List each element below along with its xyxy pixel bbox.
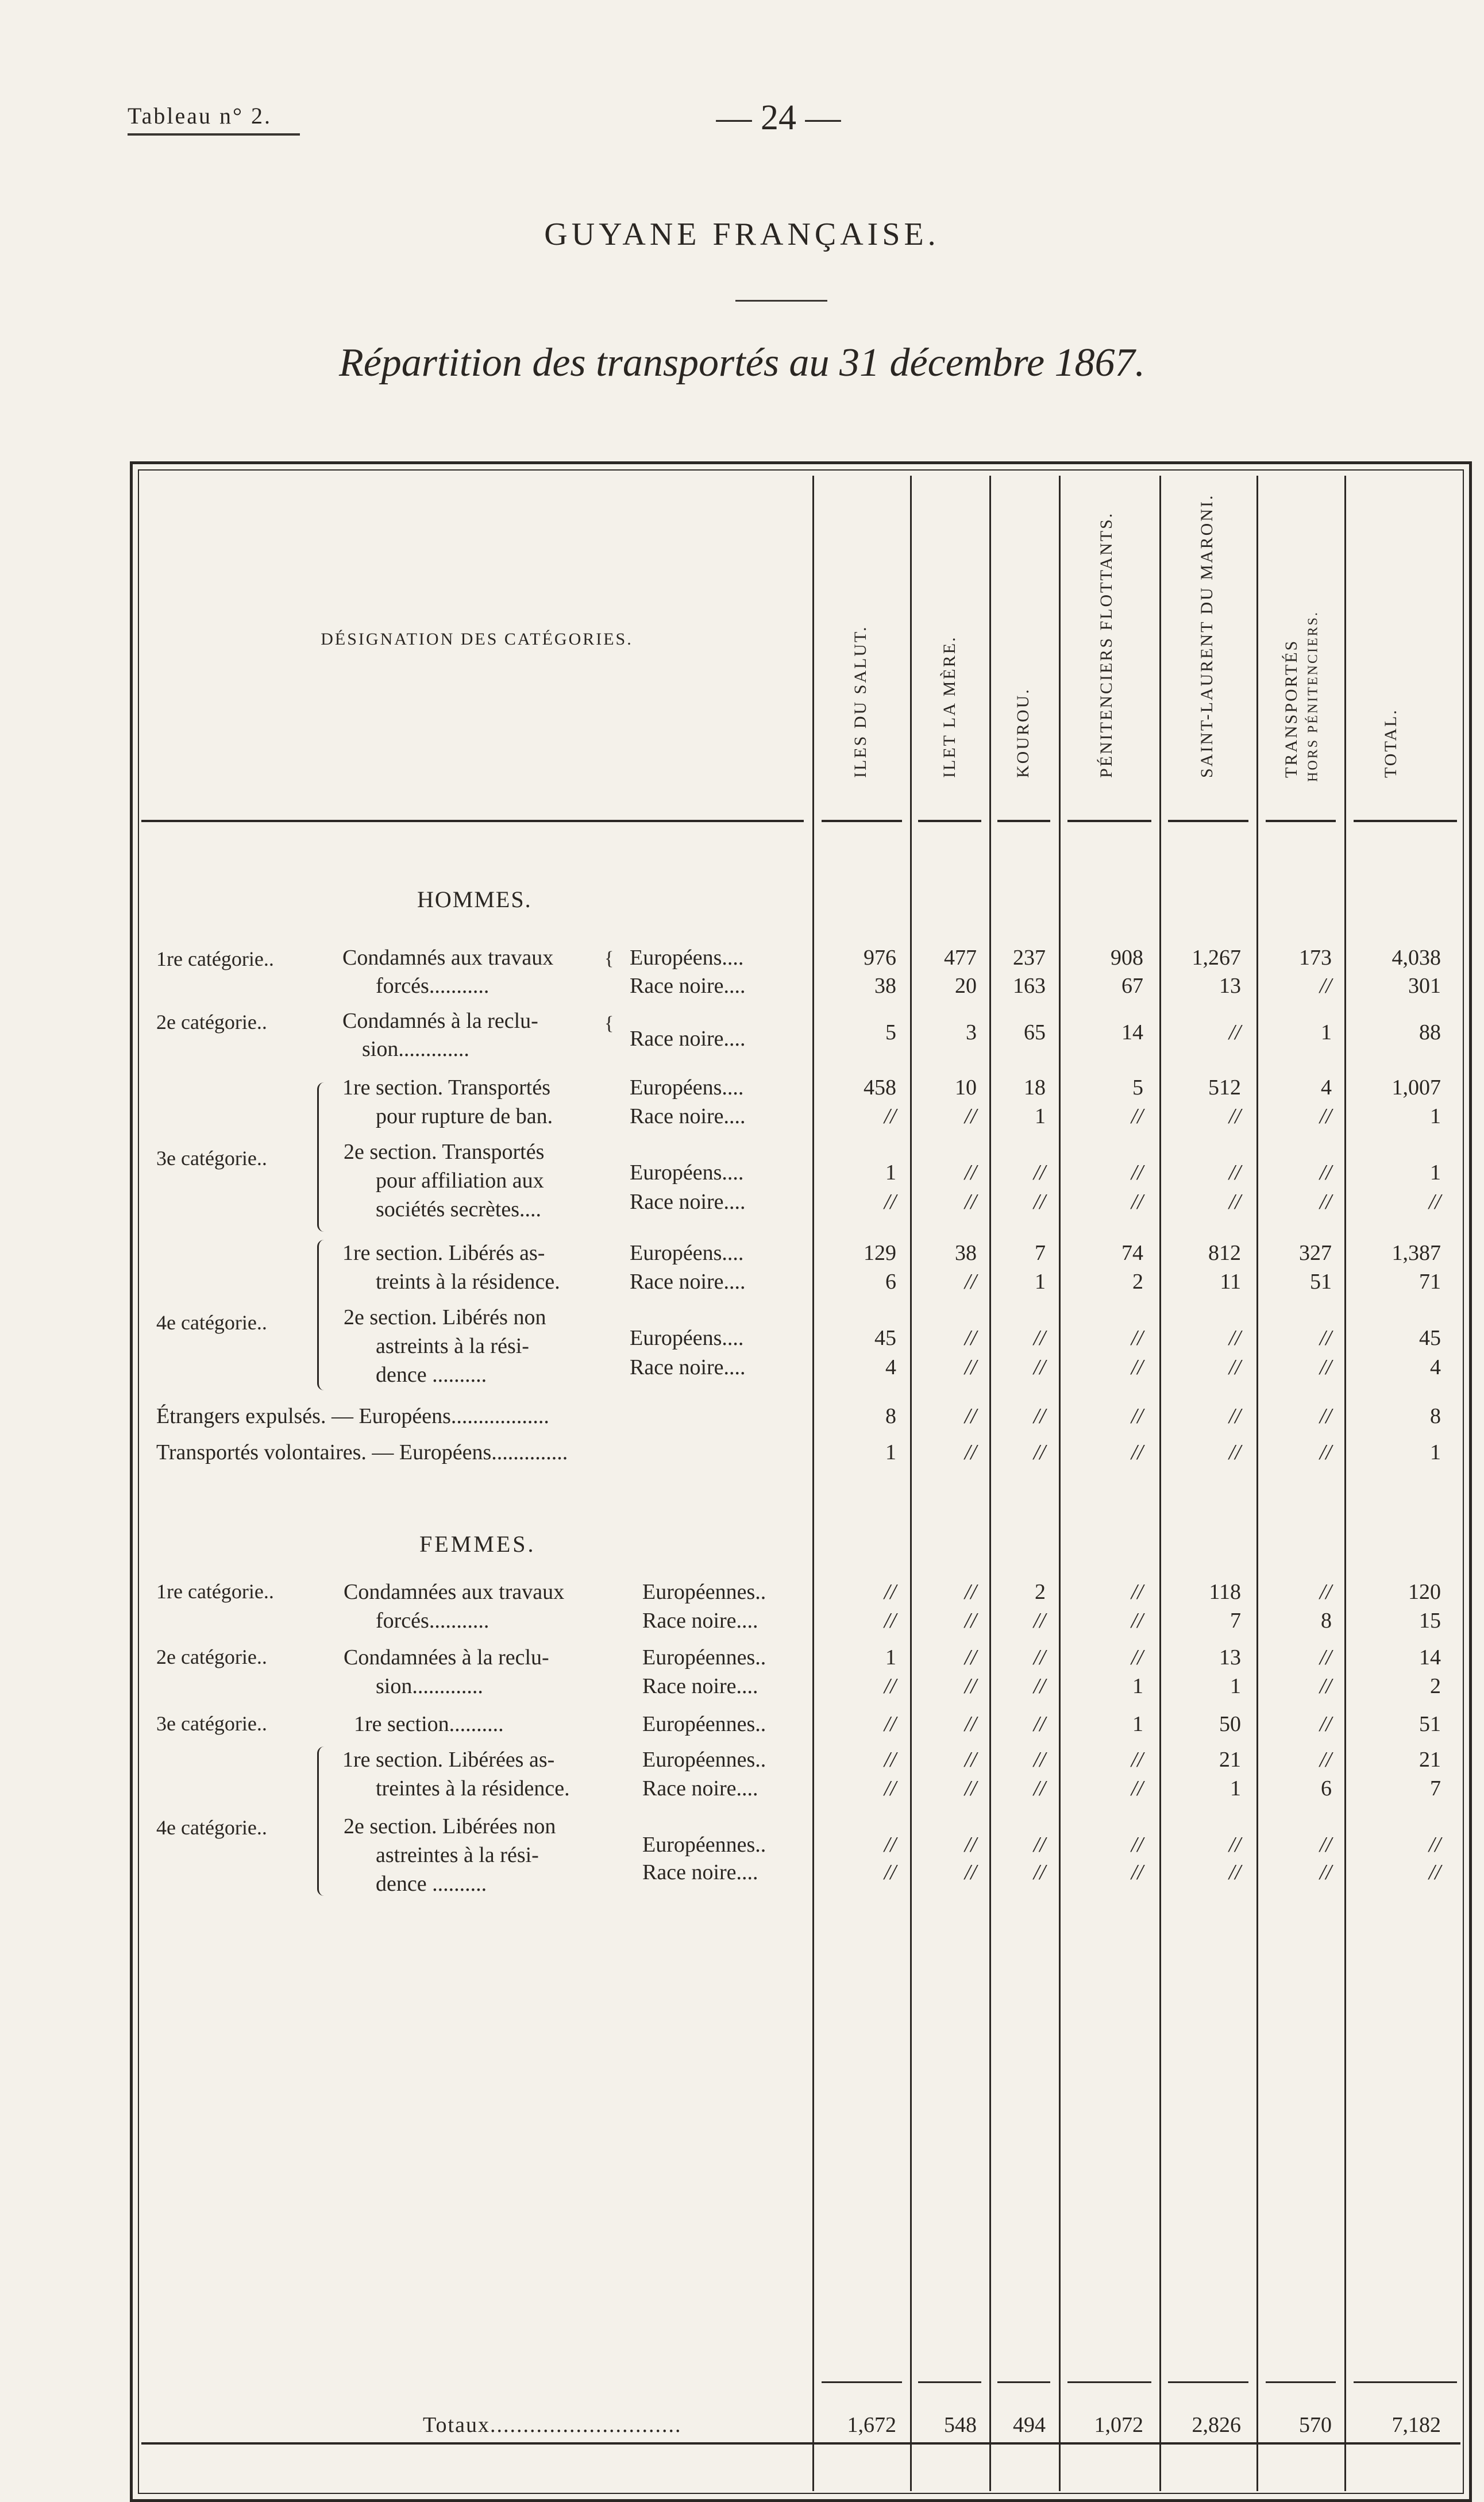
cell-value: //	[1319, 974, 1332, 998]
cell-value: //	[1131, 1860, 1143, 1884]
totals-rule	[1067, 2381, 1151, 2383]
cell-value: 45	[874, 1326, 896, 1350]
cell-value: //	[1319, 1355, 1332, 1379]
race-label: Européens....	[630, 946, 744, 970]
category-desc: sion.............	[362, 1037, 469, 1061]
cell-value: //	[1228, 1440, 1241, 1464]
cell-value: 50	[1219, 1712, 1241, 1736]
cell-value: //	[1228, 1326, 1241, 1350]
cell-value: 120	[1408, 1580, 1441, 1604]
cell-value: 8	[1430, 1404, 1441, 1428]
cell-value: //	[1228, 1190, 1241, 1214]
col-header-hors-penitenciers	[1297, 476, 1329, 820]
brace	[317, 1240, 325, 1390]
cell-value: 1	[885, 1440, 896, 1464]
cell-value: 458	[864, 1075, 896, 1100]
totals-rule	[997, 2381, 1050, 2383]
section-desc: 1re section. Libérées as-	[342, 1748, 555, 1772]
section-desc: 1re section. Libérés as-	[342, 1241, 545, 1265]
section-desc: astreints à la rési-	[376, 1334, 529, 1358]
cell-value: 13	[1219, 974, 1241, 998]
cell-value: 51	[1310, 1270, 1332, 1294]
cell-value: 21	[1219, 1748, 1241, 1772]
section-desc: sociétés secrètes....	[376, 1197, 542, 1221]
cell-value: //	[1131, 1104, 1143, 1128]
category-label: 4e catégorie..	[156, 1816, 267, 1839]
cell-value: 6	[885, 1270, 896, 1294]
race-label: Race noire....	[630, 1270, 746, 1294]
race-label: Race noire....	[630, 974, 746, 998]
cell-value: //	[1033, 1440, 1046, 1464]
cell-value: //	[884, 1776, 896, 1801]
race-label: Race noire....	[642, 1674, 758, 1698]
race-label: Européennes..	[642, 1712, 766, 1736]
cell-value: 1	[1132, 1712, 1143, 1736]
cell-value: 51	[1419, 1712, 1441, 1736]
cell-value: 173	[1299, 946, 1332, 970]
cell-value: 237	[1013, 946, 1046, 970]
race-label: Race noire....	[630, 1190, 746, 1214]
cell-value: //	[1319, 1440, 1332, 1464]
cell-value: //	[1319, 1748, 1332, 1772]
designation-header: DÉSIGNATION DES CATÉGORIES.	[321, 630, 633, 649]
cell-value: //	[884, 1190, 896, 1214]
race-label: Européennes..	[642, 1580, 766, 1604]
race-label: Européens....	[630, 1161, 744, 1185]
category-desc: Condamnées aux travaux	[344, 1580, 565, 1604]
cell-value: //	[884, 1104, 896, 1128]
cell-value: 3	[966, 1020, 977, 1044]
category-label: 3e catégorie..	[156, 1712, 267, 1735]
cell-value: //	[1131, 1580, 1143, 1604]
cell-value: //	[1228, 1020, 1241, 1044]
cell-value: //	[964, 1404, 977, 1428]
race-label: Race noire....	[630, 1027, 746, 1051]
cell-value: 1	[1430, 1440, 1441, 1464]
cell-value: 5	[885, 1020, 896, 1044]
total-value: 570	[1299, 2413, 1332, 2437]
cell-value: //	[964, 1355, 977, 1379]
cell-value: 21	[1419, 1748, 1441, 1772]
cell-value: 7	[1230, 1609, 1241, 1633]
cell-value: 38	[955, 1241, 977, 1265]
cell-value: 4	[885, 1355, 896, 1379]
col-header-label: ILES DU SALUT.	[851, 625, 870, 778]
category-label: 2e catégorie..	[156, 1011, 267, 1034]
cell-value: 1	[1035, 1270, 1046, 1294]
col-header-label: HORS PÉNITENCIERS.	[1305, 610, 1321, 782]
cell-value: 74	[1121, 1241, 1143, 1265]
section-desc: 2e section. Libérés non	[344, 1305, 546, 1329]
cell-value: //	[1033, 1748, 1046, 1772]
section-desc: treintes à la résidence.	[376, 1776, 570, 1801]
total-value: 1,672	[847, 2413, 896, 2437]
cell-value: //	[1131, 1609, 1143, 1633]
totals-rule	[918, 2381, 981, 2383]
cell-value: 2	[1035, 1580, 1046, 1604]
cell-value: //	[884, 1609, 896, 1633]
race-label: Race noire....	[642, 1776, 758, 1801]
cell-value: //	[1319, 1674, 1332, 1698]
race-label: Race noire....	[642, 1860, 758, 1884]
col-header-label: KOUROU.	[1013, 688, 1032, 778]
header-rule	[128, 133, 300, 136]
cell-value: //	[884, 1860, 896, 1884]
cell-value: //	[1131, 1161, 1143, 1185]
cell-value: 1,007	[1392, 1075, 1441, 1100]
cell-value: //	[1131, 1326, 1143, 1350]
cell-value: //	[1033, 1776, 1046, 1801]
cell-value: //	[1228, 1833, 1241, 1857]
cell-value: //	[884, 1674, 896, 1698]
cell-value: 477	[944, 946, 977, 970]
race-label: Race noire....	[630, 1355, 746, 1379]
cell-value: 4,038	[1392, 946, 1441, 970]
cell-value: 65	[1024, 1020, 1046, 1044]
section-hommes: HOMMES.	[417, 886, 532, 912]
section-desc: 2e section. Transportés	[344, 1140, 545, 1164]
cell-value: 1	[1430, 1161, 1441, 1185]
total-value: 1,072	[1094, 2413, 1143, 2437]
category-label: 3e catégorie..	[156, 1147, 267, 1170]
cell-value: 1	[1430, 1104, 1441, 1128]
cell-value: //	[1319, 1161, 1332, 1185]
cell-value: 7	[1035, 1241, 1046, 1265]
totals-label: Totaux.............................	[423, 2413, 682, 2437]
cell-value: //	[884, 1580, 896, 1604]
cell-value: 4	[1321, 1075, 1332, 1100]
cell-value: //	[1428, 1190, 1441, 1214]
cell-value: //	[1228, 1355, 1241, 1379]
cell-value: 512	[1208, 1075, 1241, 1100]
cell-value: 812	[1208, 1241, 1241, 1265]
cell-value: //	[1033, 1355, 1046, 1379]
cell-value: 1,387	[1392, 1241, 1441, 1265]
cell-value: 11	[1220, 1270, 1241, 1294]
cell-value: 327	[1299, 1241, 1332, 1265]
cell-value: //	[1033, 1161, 1046, 1185]
cell-value: //	[964, 1326, 977, 1350]
section-desc: 2e section. Libérées non	[344, 1814, 556, 1838]
cell-value: //	[1033, 1190, 1046, 1214]
cell-value: 1	[885, 1645, 896, 1670]
cell-value: //	[964, 1748, 977, 1772]
cell-value: 1	[1321, 1020, 1332, 1044]
section-desc: dence ..........	[376, 1872, 487, 1896]
brace: {	[604, 948, 614, 969]
cell-value: 10	[955, 1075, 977, 1100]
section-desc: treints à la résidence.	[376, 1270, 560, 1294]
cell-value: 1	[1035, 1104, 1046, 1128]
cell-value: 908	[1111, 946, 1143, 970]
cell-value: 7	[1430, 1776, 1441, 1801]
cell-value: //	[1131, 1776, 1143, 1801]
section-desc: astreintes à la rési-	[376, 1843, 539, 1867]
cell-value: 2	[1430, 1674, 1441, 1698]
category-label: 2e catégorie..	[156, 1645, 267, 1668]
cell-value: 976	[864, 946, 896, 970]
cell-value: //	[964, 1645, 977, 1670]
cell-value: 14	[1121, 1020, 1143, 1044]
cell-value: //	[964, 1712, 977, 1736]
section-desc: pour rupture de ban.	[376, 1104, 553, 1128]
section-femmes: FEMMES.	[419, 1531, 536, 1557]
col-header-label: PÉNITENCIERS FLOTTANTS.	[1097, 511, 1116, 778]
column-rule	[812, 476, 814, 2491]
race-label: Européennes..	[642, 1833, 766, 1857]
column-rule	[1059, 476, 1061, 2491]
race-label: Européens....	[630, 1326, 744, 1350]
cell-value: //	[1033, 1326, 1046, 1350]
cell-value: 1,267	[1192, 946, 1241, 970]
cell-value: 67	[1121, 974, 1143, 998]
cell-value: //	[1033, 1712, 1046, 1736]
total-value: 2,826	[1192, 2413, 1241, 2437]
cell-value: //	[1428, 1860, 1441, 1884]
cell-value: 118	[1209, 1580, 1241, 1604]
cell-value: 71	[1419, 1270, 1441, 1294]
race-label: Race noire....	[642, 1609, 758, 1633]
cell-value: //	[1319, 1404, 1332, 1428]
cell-value: //	[964, 1104, 977, 1128]
cell-value: //	[964, 1580, 977, 1604]
cell-value: 2	[1132, 1270, 1143, 1294]
cell-value: //	[1033, 1674, 1046, 1698]
race-label: Européennes..	[642, 1748, 766, 1772]
cell-value: //	[884, 1833, 896, 1857]
cell-value: //	[1228, 1860, 1241, 1884]
column-rule	[910, 476, 912, 2491]
cell-value: //	[1131, 1440, 1143, 1464]
column-rule	[1256, 476, 1258, 2491]
cell-value: 45	[1419, 1326, 1441, 1350]
cell-value: //	[964, 1190, 977, 1214]
cell-value: //	[964, 1270, 977, 1294]
table-bottom-rule	[141, 2442, 1460, 2445]
cell-value: //	[884, 1748, 896, 1772]
column-rule	[1159, 476, 1161, 2491]
col-header-label: ILET LA MÈRE.	[940, 635, 959, 778]
title-rule	[735, 300, 827, 302]
cell-value: //	[1131, 1833, 1143, 1857]
cell-value: //	[1228, 1404, 1241, 1428]
category-desc: Condamnées à la reclu-	[344, 1645, 549, 1670]
totals-rule	[1354, 2381, 1457, 2383]
cell-value: 88	[1419, 1020, 1441, 1044]
cell-value: //	[1228, 1104, 1241, 1128]
row-label-volontaires: Transportés volontaires. — Européens..............	[156, 1440, 568, 1464]
cell-value: //	[964, 1674, 977, 1698]
cell-value: //	[1033, 1833, 1046, 1857]
cell-value: //	[964, 1609, 977, 1633]
cell-value: //	[964, 1440, 977, 1464]
cell-value: //	[1131, 1355, 1143, 1379]
cell-value: //	[1033, 1609, 1046, 1633]
total-value: 494	[1013, 2413, 1046, 2437]
section-desc: pour affiliation aux	[376, 1169, 544, 1193]
col-header-label: TOTAL.	[1381, 708, 1400, 778]
col-header-label: TRANSPORTÉS	[1282, 639, 1301, 778]
race-label: Européens....	[630, 1075, 744, 1100]
category-label: 1re catégorie..	[156, 1580, 274, 1603]
totals-rule	[1266, 2381, 1336, 2383]
col-header-kourou	[1007, 476, 1039, 820]
section-desc: 1re section. Transportés	[342, 1075, 551, 1100]
category-label: 4e catégorie..	[156, 1311, 267, 1334]
category-desc: forcés...........	[376, 974, 489, 998]
table-subtitle: Répartition des transportés au 31 décembre 1867.	[338, 341, 1146, 385]
brace	[317, 1082, 325, 1232]
cell-value: 8	[1321, 1609, 1332, 1633]
cell-value: 163	[1013, 974, 1046, 998]
cell-value: //	[1131, 1190, 1143, 1214]
cell-value: //	[1033, 1645, 1046, 1670]
page-number: — 24 —	[716, 98, 841, 137]
colony-title: GUYANE FRANÇAISE.	[544, 217, 940, 252]
cell-value: //	[1033, 1860, 1046, 1884]
cell-value: 13	[1219, 1645, 1241, 1670]
cell-value: 8	[885, 1404, 896, 1428]
cell-value: 1	[1230, 1776, 1241, 1801]
cell-value: //	[1319, 1833, 1332, 1857]
category-desc: forcés...........	[376, 1609, 489, 1633]
column-rule	[989, 476, 991, 2491]
cell-value: 1	[885, 1161, 896, 1185]
cell-value: 20	[955, 974, 977, 998]
cell-value: 18	[1024, 1075, 1046, 1100]
cell-value: 1	[1230, 1674, 1241, 1698]
col-header-ilet-la-mere	[934, 476, 966, 820]
cell-value: //	[1428, 1833, 1441, 1857]
table-label: Tableau n° 2.	[128, 103, 272, 129]
cell-value: //	[1131, 1645, 1143, 1670]
brace	[317, 1747, 325, 1896]
cell-value: //	[1319, 1190, 1332, 1214]
col-header-saint-laurent	[1191, 476, 1223, 820]
total-value: 548	[944, 2413, 977, 2437]
cell-value: //	[884, 1712, 896, 1736]
cell-value: //	[1319, 1645, 1332, 1670]
cell-value: //	[1131, 1404, 1143, 1428]
cell-value: 6	[1321, 1776, 1332, 1801]
section-desc: 1re section..........	[354, 1712, 504, 1736]
cell-value: //	[964, 1776, 977, 1801]
cell-value: 1	[1132, 1674, 1143, 1698]
category-label: 1re catégorie..	[156, 947, 274, 970]
col-header-iles-du-salut	[845, 476, 877, 820]
category-desc: Condamnés à la reclu-	[342, 1009, 538, 1033]
row-label-etrangers: Étrangers expulsés. — Européens..................	[156, 1404, 549, 1428]
cell-value: //	[1319, 1326, 1332, 1350]
cell-value: //	[964, 1860, 977, 1884]
cell-value: 4	[1430, 1355, 1441, 1379]
cell-value: 15	[1419, 1609, 1441, 1633]
cell-value: //	[1319, 1580, 1332, 1604]
cell-value: //	[964, 1161, 977, 1185]
cell-value: //	[1228, 1161, 1241, 1185]
cell-value: //	[1319, 1104, 1332, 1128]
race-label: Européennes..	[642, 1645, 766, 1670]
totals-rule	[1168, 2381, 1248, 2383]
cell-value: 38	[874, 974, 896, 998]
race-label: Européens....	[630, 1241, 744, 1265]
category-desc: sion.............	[376, 1674, 483, 1698]
col-header-penitenciers-flottants	[1090, 476, 1123, 820]
cell-value: 129	[864, 1241, 896, 1265]
brace: {	[604, 1013, 614, 1034]
cell-value: //	[964, 1833, 977, 1857]
cell-value: //	[1319, 1712, 1332, 1736]
cell-value: //	[1319, 1860, 1332, 1884]
cell-value: //	[1033, 1404, 1046, 1428]
cell-value: 5	[1132, 1075, 1143, 1100]
cell-value: 301	[1408, 974, 1441, 998]
col-header-label: SAINT-LAURENT DU MARONI.	[1197, 494, 1216, 778]
totals-rule	[822, 2381, 902, 2383]
race-label: Race noire....	[630, 1104, 746, 1128]
total-value: 7,182	[1392, 2413, 1441, 2437]
column-rule	[1344, 476, 1346, 2491]
category-desc: Condamnés aux travaux	[342, 946, 554, 970]
section-desc: dence ..........	[376, 1363, 487, 1387]
cell-value: //	[1131, 1748, 1143, 1772]
header-rule	[141, 820, 804, 822]
cell-value: 14	[1419, 1645, 1441, 1670]
table-inner-frame	[138, 469, 1464, 2494]
col-header-total	[1375, 476, 1407, 820]
